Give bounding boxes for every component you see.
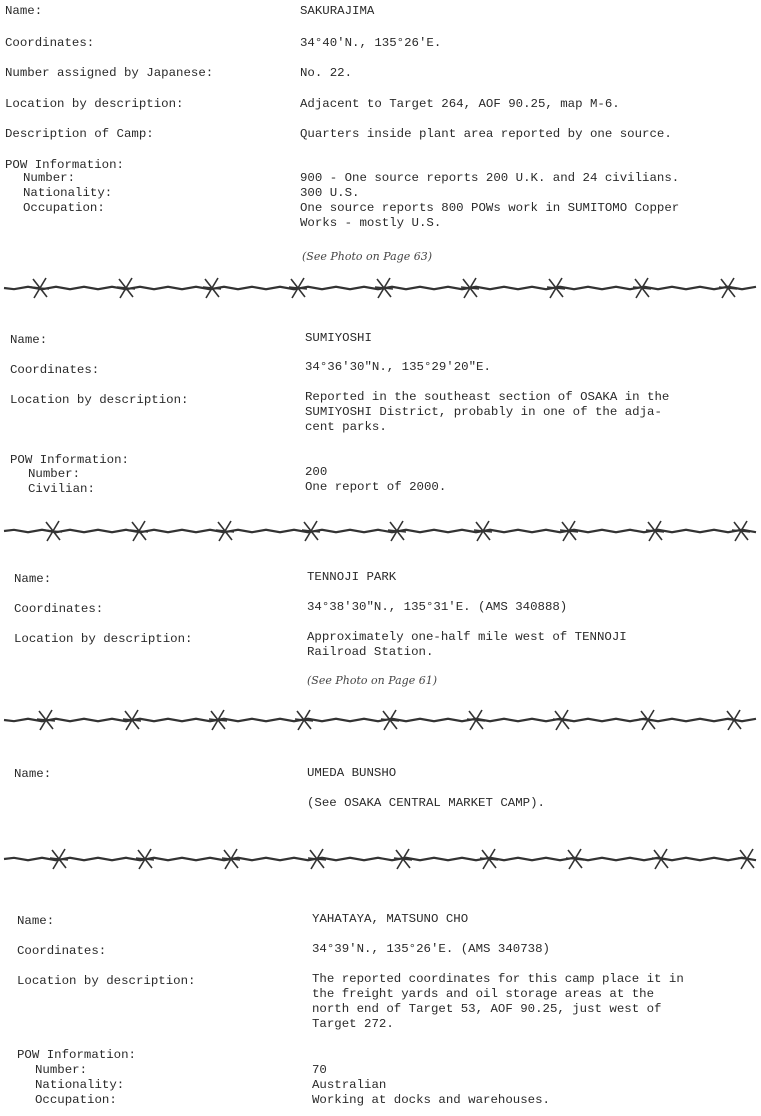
wire-barb	[308, 849, 326, 869]
location-line: cent parks.	[305, 420, 387, 434]
barbed-wire-divider	[0, 706, 761, 732]
coordinates-label: Coordinates:	[17, 944, 107, 958]
pow-value: One report of 2000.	[305, 480, 447, 494]
wire-barb	[203, 278, 221, 298]
wire-barb	[553, 710, 571, 730]
description-label: Description of Camp:	[5, 127, 154, 141]
photo-reference: (See Photo on Page 63)	[302, 250, 432, 263]
wire-strand	[4, 858, 756, 860]
location-line: SUMIYOSHI District, probably in one of the adja-	[305, 405, 662, 419]
name-label: Name:	[14, 767, 52, 781]
name-label: Name:	[5, 4, 43, 18]
location-line: Adjacent to Target 264, AOF 90.25, map M-6.	[300, 97, 620, 111]
pow-value: Works - mostly U.S.	[300, 216, 442, 230]
wire-barb	[37, 710, 55, 730]
wire-barb	[560, 521, 578, 541]
location-label: Location by description:	[14, 632, 193, 646]
wire-barb	[467, 710, 485, 730]
wire-barb	[394, 849, 412, 869]
pow-value: 900 - One source reports 200 U.K. and 24 civilians.	[300, 171, 680, 185]
name-label: Name:	[17, 914, 55, 928]
camp-name: UMEDA BUNSHO	[307, 766, 397, 780]
pow-info-label: POW Information:	[17, 1048, 136, 1062]
pow-sub-label: Number:	[23, 171, 76, 185]
wire-barb	[44, 521, 62, 541]
wire-barb	[216, 521, 234, 541]
wire-barb	[652, 849, 670, 869]
pow-sub-label: Nationality:	[35, 1078, 125, 1092]
location-line: Railroad Station.	[307, 645, 434, 659]
wire-barb	[136, 849, 154, 869]
wire-barb	[566, 849, 584, 869]
wire-barb	[117, 278, 135, 298]
number-label: Number assigned by Japanese:	[5, 66, 214, 80]
wire-barb	[547, 278, 565, 298]
location-line: Target 272.	[312, 1017, 394, 1031]
location-line: the freight yards and oil storage areas at the	[312, 987, 655, 1001]
location-line: Reported in the southeast section of OSAKA in the	[305, 390, 670, 404]
wire-barb	[289, 278, 307, 298]
barbed-wire-divider	[0, 274, 761, 300]
pow-sub-label: Nationality:	[23, 186, 113, 200]
wire-barb	[474, 521, 492, 541]
location-line: north end of Target 53, AOF 90.25, just west of	[312, 1002, 662, 1016]
wire-barb	[375, 278, 393, 298]
coordinates-value: 34°39'N., 135°26'E. (AMS 340738)	[312, 942, 550, 956]
wire-barb	[719, 278, 737, 298]
name-label: Name:	[10, 333, 48, 347]
wire-barb	[295, 710, 313, 730]
coordinates-value: 34°38'30"N., 135°31'E. (AMS 340888)	[307, 600, 568, 614]
camp-name: TENNOJI PARK	[307, 570, 397, 584]
description-value: Quarters inside plant area reported by one source.	[300, 127, 672, 141]
barbed-wire-divider	[0, 845, 761, 871]
wire-barb	[381, 710, 399, 730]
location-label: Location by description:	[5, 97, 184, 111]
barbed-wire-divider	[0, 517, 761, 543]
location-label: Location by description:	[10, 393, 189, 407]
pow-sub-label: Number:	[35, 1063, 88, 1077]
pow-value: Australian	[312, 1078, 387, 1092]
wire-strand	[4, 530, 756, 532]
pow-sub-label: Occupation:	[35, 1093, 117, 1107]
wire-barb	[31, 278, 49, 298]
wire-barb	[123, 710, 141, 730]
pow-value: 300 U.S.	[300, 186, 360, 200]
wire-barb	[738, 849, 756, 869]
wire-barb	[480, 849, 498, 869]
coordinates-value: 34°36'30"N., 135°29'20"E.	[305, 360, 491, 374]
wire-barb	[130, 521, 148, 541]
photo-reference: (See Photo on Page 61)	[307, 674, 437, 687]
wire-barb	[209, 710, 227, 730]
pow-sub-label: Number:	[28, 467, 81, 481]
location-label: Location by description:	[17, 974, 196, 988]
wire-barb	[50, 849, 68, 869]
pow-value: 200	[305, 465, 328, 479]
camp-name: YAHATAYA, MATSUNO CHO	[312, 912, 469, 926]
wire-barb	[461, 278, 479, 298]
coordinates-label: Coordinates:	[14, 602, 104, 616]
pow-info-label: POW Information:	[10, 453, 129, 467]
location-line: Approximately one-half mile west of TENNOJI	[307, 630, 627, 644]
coordinates-label: Coordinates:	[10, 363, 100, 377]
pow-info-label: POW Information:	[5, 158, 124, 172]
location-line: The reported coordinates for this camp place it in	[312, 972, 684, 986]
camp-name: SAKURAJIMA	[300, 4, 375, 18]
wire-barb	[732, 521, 750, 541]
wire-barb	[633, 278, 651, 298]
wire-barb	[639, 710, 657, 730]
coordinates-label: Coordinates:	[5, 36, 95, 50]
pow-value: One source reports 800 POWs work in SUMITOMO Copper	[300, 201, 680, 215]
pow-value: Working at docks and warehouses.	[312, 1093, 550, 1107]
wire-barb	[302, 521, 320, 541]
wire-barb	[388, 521, 406, 541]
wire-barb	[222, 849, 240, 869]
wire-barb	[725, 710, 743, 730]
camp-name: SUMIYOSHI	[305, 331, 372, 345]
wire-barb	[646, 521, 664, 541]
pow-sub-label: Occupation:	[23, 201, 105, 215]
cross-reference: (See OSAKA CENTRAL MARKET CAMP).	[307, 796, 545, 810]
name-label: Name:	[14, 572, 52, 586]
number-value: No. 22.	[300, 66, 353, 80]
pow-sub-label: Civilian:	[28, 482, 95, 496]
coordinates-value: 34°40'N., 135°26'E.	[300, 36, 442, 50]
pow-value: 70	[312, 1063, 327, 1077]
